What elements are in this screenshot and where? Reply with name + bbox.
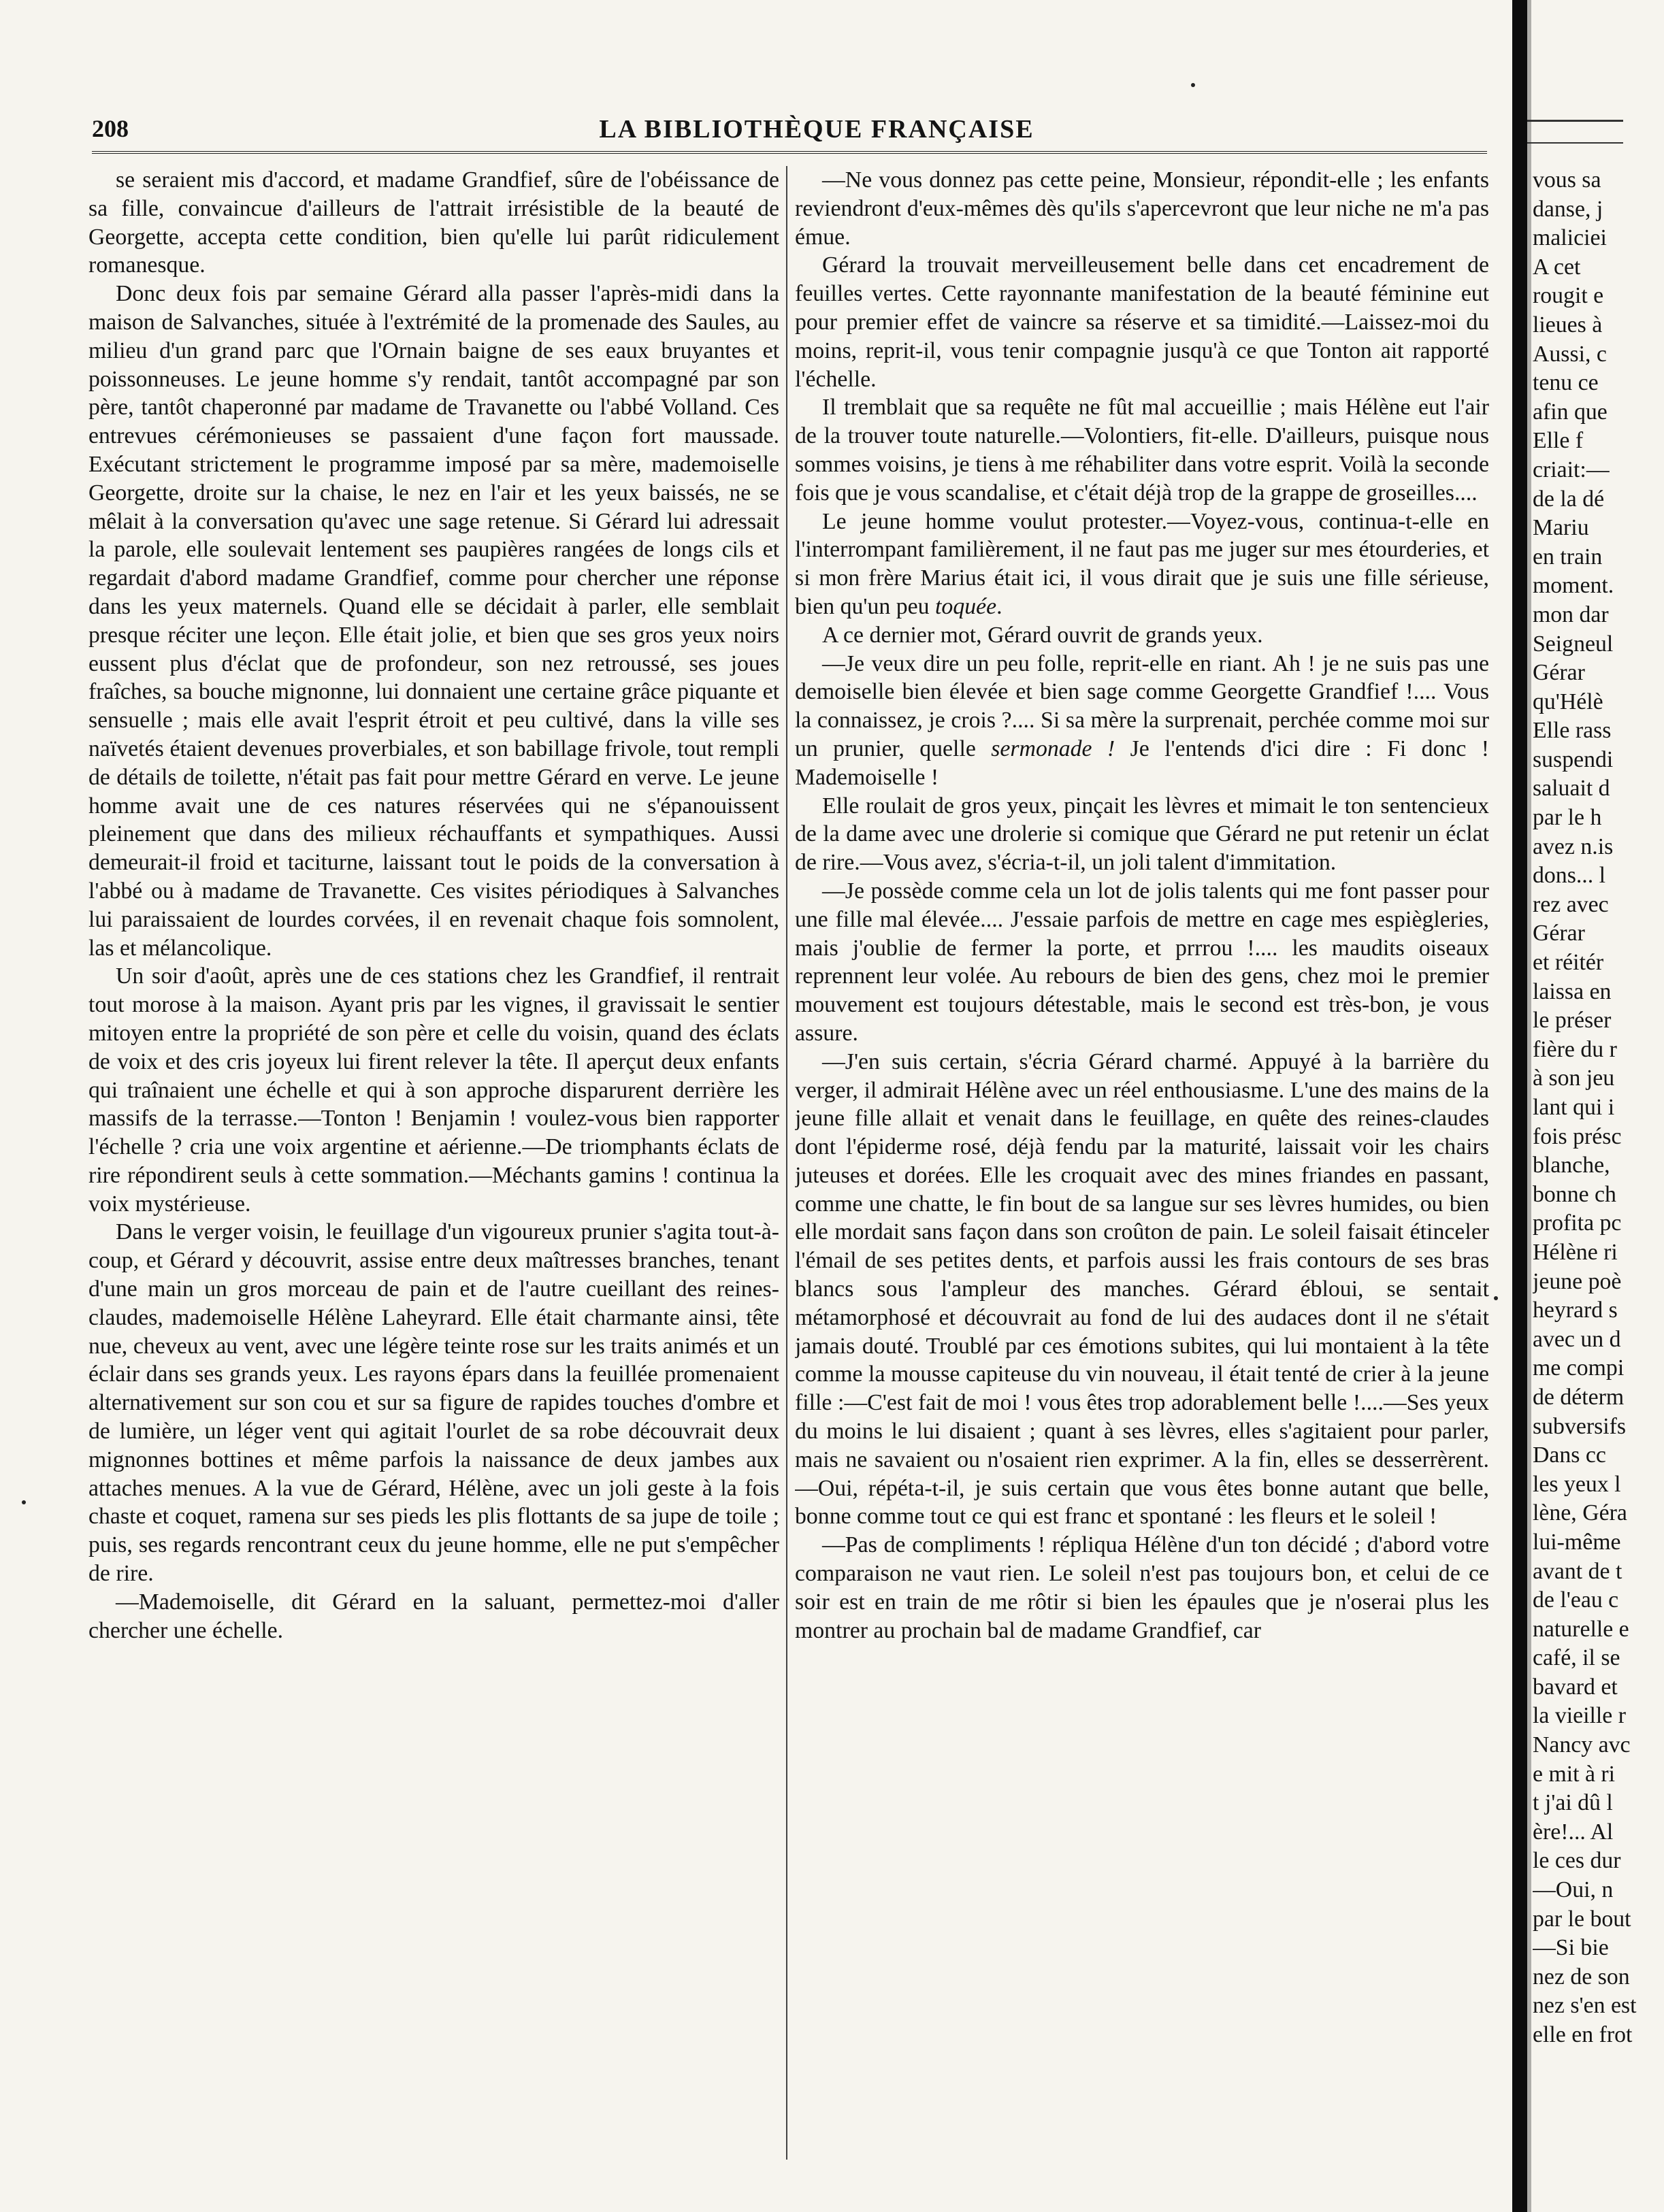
fragment-line: de la dé bbox=[1533, 486, 1605, 512]
fragment-line: les yeux l bbox=[1533, 1471, 1621, 1497]
fragment-line: e mit à ri bbox=[1533, 1761, 1616, 1787]
fragment-line: en train bbox=[1533, 544, 1603, 569]
fragment-line: afin que bbox=[1533, 399, 1608, 425]
fragment-line: me compi bbox=[1533, 1355, 1625, 1381]
text-run: se seraient mis d'accord, et madame Grandfief, sûre de l'obéissance de sa fille, convaincue d'ailleurs de l'attrait irrésistible de la beauté de Georgette, accepta cette condition, bien qu'elle lui parût ridiculement romanesque. bbox=[88, 167, 779, 278]
fragment-line: Gérar bbox=[1533, 660, 1585, 686]
fragment-line: subversifs bbox=[1533, 1413, 1627, 1439]
header-rule bbox=[92, 151, 1487, 154]
fragment-line: naturelle e bbox=[1533, 1616, 1629, 1642]
fragment-line: nez de son bbox=[1533, 1964, 1630, 1990]
paragraph bbox=[88, 962, 779, 1218]
paragraph bbox=[795, 621, 1489, 650]
text-run: —Ne vous donnez pas cette peine, Monsieur, répondit-elle ; les enfants reviendront d'eux-mêmes dès qu'ils s'apercevront que leur niche ne m'a pas émue. bbox=[795, 167, 1489, 250]
text-run: —Mademoiselle, dit Gérard en la saluant, permettez-moi d'aller chercher une échelle. bbox=[88, 1589, 779, 1643]
fragment-line: saluait d bbox=[1533, 776, 1610, 802]
paragraph bbox=[88, 1218, 779, 1587]
text-run: Gérard la trouvait merveilleusement belle dans cet encadrement de feuilles vertes. Cette rayonnante manifestation de la beauté féminine eut pour premier effet de vaincre sa réserve et sa timidité.—Laissez-moi du moins, reprit-il, vous tenir compagnie jusqu'à ce que Tonton ait rapporté l'échelle. bbox=[795, 252, 1489, 392]
fragment-line: danse, j bbox=[1533, 196, 1603, 222]
fragment-line: Elle f bbox=[1533, 428, 1584, 454]
adjacent-page-fragments bbox=[1533, 166, 1642, 2139]
paragraph bbox=[795, 792, 1489, 877]
fragment-line: t j'ai dû l bbox=[1533, 1790, 1613, 1816]
fragment-line: tenu ce bbox=[1533, 370, 1599, 396]
fragment-line: dons... l bbox=[1533, 863, 1606, 889]
text-run: Je l'entends d'ici dire : Fi donc ! Mademoiselle ! bbox=[795, 736, 1489, 790]
fragment-line: profita pc bbox=[1533, 1210, 1622, 1236]
text-run: Elle roulait de gros yeux, pinçait les lèvres et mimait le ton sentencieux de la dame avec une drolerie si comique que Gérard ne put retenir un éclat de rire.—Vous avez, s'écria-t-il, un joli talent d'immitation. bbox=[795, 793, 1489, 876]
fragment-line: —Si bie bbox=[1533, 1935, 1609, 1961]
fragment-line: Hélène ri bbox=[1533, 1239, 1618, 1265]
paragraph bbox=[795, 166, 1489, 251]
fragment-line: suspendi bbox=[1533, 746, 1614, 772]
paragraph bbox=[795, 251, 1489, 393]
fragment-line: Gérar bbox=[1533, 921, 1585, 946]
italic-text: toquée bbox=[935, 593, 997, 619]
text-run: A ce dernier mot, Gérard ouvrit de grands yeux. bbox=[822, 622, 1263, 648]
fragment-line: bonne ch bbox=[1533, 1181, 1616, 1207]
fragment-line: rez avec bbox=[1533, 891, 1609, 917]
text-run: —Je possède comme cela un lot de jolis talents qui me font passer pour une fille mal élevée.... J'essaie parfois de mettre en cage mes espiègleries, mais j'oublie de fermer la porte, et prrrou !.... les maudits oiseaux reprennent leur volée. Au rebours de bien des gens, chez moi le premier mouvement est toujours détestable, mais le second est très-bon, je vous assure. bbox=[795, 878, 1489, 1046]
fragment-line: elle en frot bbox=[1533, 2022, 1633, 2047]
fragment-line: Seigneul bbox=[1533, 631, 1614, 657]
running-title: LA BIBLIOTHÈQUE FRANÇAISE bbox=[599, 115, 1034, 144]
fragment-line: laissa en bbox=[1533, 978, 1612, 1004]
fragment-line: Elle rass bbox=[1533, 718, 1612, 744]
fragment-line: à son jeu bbox=[1533, 1066, 1615, 1091]
fragment-line: par le h bbox=[1533, 805, 1602, 831]
fragment-line: lène, Géra bbox=[1533, 1500, 1627, 1526]
fragment-line: la vieille r bbox=[1533, 1703, 1627, 1729]
text-run: Le jeune homme voulut protester.—Voyez-vous, continua-t-elle en l'interrompant familièrement, il ne faut pas me juger sur mes étourderies, et si mon frère Marius était ici, il vous dirait que je suis une fille sérieuse, bien qu'un peu bbox=[795, 508, 1489, 619]
fragment-line: Nancy avc bbox=[1533, 1732, 1631, 1758]
fragment-line: fière du r bbox=[1533, 1036, 1617, 1062]
text-column-right bbox=[795, 166, 1489, 2166]
fragment-line: café, il se bbox=[1533, 1645, 1620, 1671]
fragment-line: heyrard s bbox=[1533, 1298, 1618, 1323]
fragment-line: Mariu bbox=[1533, 515, 1589, 541]
italic-text: sermonade ! bbox=[991, 736, 1115, 761]
paragraph bbox=[795, 393, 1489, 507]
fragment-line: —Oui, n bbox=[1533, 1877, 1614, 1903]
fragment-line: maliciei bbox=[1533, 225, 1607, 251]
fragment-line: ère!... Al bbox=[1533, 1819, 1614, 1845]
fragment-line: et réitér bbox=[1533, 950, 1604, 976]
fragment-line: de l'eau c bbox=[1533, 1587, 1619, 1613]
fragment-line: lieues à bbox=[1533, 312, 1603, 337]
text-run: Un soir d'août, après une de ces stations chez les Grandfief, il rentrait tout morose à la maison. Ayant pris par les vignes, il gravissait le sentier mitoyen entre la propriété de son père et celle du voisin, quand des éclats de voix et des cris joyeux lui firent relever la tête. Il aperçut deux enfants qui traînaient une échelle et qui à son approche disparurent derrière les massifs de la terrasse.—Tonton ! Benjamin ! voulez-vous bien rapporter l'échelle ? cria une voix argentine et aérienne.—De triomphants éclats de rire répondirent seuls à cette sommation.—Méchants gamins ! continua la voix mystérieuse. bbox=[88, 963, 779, 1217]
paragraph bbox=[88, 1588, 779, 1645]
fragment-line: criait:— bbox=[1533, 457, 1610, 482]
fragment-line: Aussi, c bbox=[1533, 341, 1607, 367]
fragment-line: fois présc bbox=[1533, 1123, 1622, 1149]
text-run: Donc deux fois par semaine Gérard alla passer l'après-midi dans la maison de Salvanches, située à l'extrémité de la promenade des Saules, au milieu d'un grand parc que l'Ornain baigne de ses eaux bruyantes et poissonneuses. Le jeune homme s'y rendait, tantôt accompagné par son père, tantôt chaperonné par madame de Travanette ou l'abbé Volland. Ces entrevues cérémonieuses se passaient d'une façon fort maussade. Exécutant strictement le programme imposé par sa mère, mademoiselle Georgette, droite sur la chaise, le nez en l'air et les yeux baissés, ne se mêlait à la conversation qu'avec une sage retenue. Si Gérard lui adressait la parole, elle soulevait lentement ses paupières rangées de longs cils et regardait d'abord madame Grandfief, comme pour chercher une réponse dans les yeux maternels. Quand elle se décidait à parler, elle semblait presque réciter une leçon. Elle était jolie, et bien que ses gros yeux noirs eussent plus d'éclat que de profondeur, son nez retroussé, ses joues fraîches, sa bouche mignonne, lui donnaient une certaine grâce piquante et sensuelle ; mais elle avait l'esprit étroit et peu cultivé, dans la ville ses naïvetés étaient devenues proverbiales, et son babillage frivole, tout rempli de détails de toilette, n'était pas fait pour mettre Gérard en verve. Le jeune homme avait une de ces natures réservées qui ne s'épanouissent pleinement que dans des milieux réchauffants et sympathiques. Aussi demeurait-il froid et taciturne, laissant tout le poids de la conversation à l'abbé ou à madame de Travanette. Ces visites périodiques à Salvanches lui paraissaient de lourdes corvées, il en revenait chaque fois somnolent, las et mélancolique. bbox=[88, 281, 779, 961]
fragment-line: rougit e bbox=[1533, 283, 1604, 309]
fragment-line: moment. bbox=[1533, 573, 1614, 599]
text-run: —Pas de compliments ! répliqua Hélène d'un ton décidé ; d'abord votre comparaison ne vaut rien. Le soleil n'est pas toujours bon, et celui de ce soir est en train de me rôtir si bien les épaules que je n'oserai plus les montrer au prochain bal de madame Grandfief, car bbox=[795, 1532, 1489, 1643]
column-divider bbox=[786, 166, 787, 2160]
fragment-line: avant de t bbox=[1533, 1558, 1622, 1584]
paragraph bbox=[795, 1048, 1489, 1532]
print-speck bbox=[1191, 83, 1195, 87]
text-run: Dans le verger voisin, le feuillage d'un vigoureux prunier s'agita tout-à-coup, et Gérard y découvrit, assise entre deux maîtresses branches, tenant d'une main un gros morceau de pain et de l'autre cueillant des reines-claudes, mademoiselle Hélène Laheyrard. Elle était charmante ainsi, tête nue, cheveux au vent, avec une légère teinte rose sur les traits animés et un éclair dans ses grands yeux. Les rayons épars dans la feuillée promenaient alternativement sur son cou et sur sa figure de rapides touches d'ombre et de lumière, un léger vent qui agitait l'ourlet de sa robe découvrait deux mignonnes bottines et même parfois la naissance de deux jambes aux attaches menues. A la vue de Gérard, Hélène, avec un joli geste à la fois chaste et coquet, ramena sur ses pieds les plis flottants de sa jupe de toile ; puis, ses regards rencontrant ceux du jeune homme, elle ne put s'empêcher de rire. bbox=[88, 1219, 779, 1587]
fragment-line: avez n.is bbox=[1533, 833, 1614, 859]
page-edge-bar bbox=[1512, 0, 1527, 2212]
fragment-line: Dans cc bbox=[1533, 1442, 1606, 1468]
fragment-line: nez s'en est bbox=[1533, 1993, 1637, 2019]
print-speck bbox=[22, 1500, 26, 1504]
fragment-line: lui-même bbox=[1533, 1529, 1621, 1555]
text-run: —Je veux dire un peu folle, reprit-elle en riant. Ah ! je ne suis pas une demoiselle bien élevée et bien sage comme Georgette Grandfief !.... Vous la connaissez, je crois ?.... Si sa mère la surprenait, perchée comme moi sur un prunier, quelle bbox=[795, 650, 1489, 761]
text-column-left bbox=[88, 166, 779, 2166]
print-speck bbox=[1494, 1296, 1498, 1300]
fragment-line: A cet bbox=[1533, 254, 1581, 280]
paragraph bbox=[795, 508, 1489, 621]
page-spine-shadow bbox=[1527, 0, 1531, 2212]
fragment-line: lant qui i bbox=[1533, 1095, 1615, 1120]
fragment-line: jeune poè bbox=[1533, 1268, 1622, 1294]
fragment-line: le préser bbox=[1533, 1008, 1612, 1034]
fragment-line: mon dar bbox=[1533, 601, 1609, 627]
text-run: —J'en suis certain, s'écria Gérard charmé. Appuyé à la barrière du verger, il admirait Hélène avec un réel enthousiasme. L'une des mains de la jeune fille allait et venait dans le feuillage, en quête des reines-claudes dont l'épiderme rosé, déjà fendu par la maturité, laissait voir les chairs juteuses et dorées. Elle les croquait avec des mines friandes en passant, comme une chatte, le fin bout de sa langue sur ses lèvres humides, ou bien elle mordait sans façon dans son croûton de pain. Le soleil faisait étinceler l'émail de ses petites dents, et parfois aussi les frais contours de ses bras blancs sous l'ampleur des manches. Gérard ébloui, se sentait métamorphosé et découvrait au fond de lui des audaces dont il ne s'était jamais douté. Troublé par ces émotions subites, qui lui montaient à la tête comme la mousse capiteuse du vin nouveau, il était tenté de crier à la jeune fille :—C'est fait de moi ! vous êtes trop adorablement belle !....—Ses yeux du moins le lui disaient ; quant à ses lèvres, elles s'agitaient pour parler, mais ne savaient ou n'osaient rien exprimer. A la fin, elles se desserrèrent.—Oui, répéta-t-il, je suis certain que vous êtes bonne autant que belle, bonne comme tout ce qui est franc et spontané : les fleurs et le soleil ! bbox=[795, 1049, 1489, 1530]
paragraph bbox=[795, 1531, 1489, 1645]
fragment-line: le ces dur bbox=[1533, 1848, 1621, 1874]
fragment-line: bavard et bbox=[1533, 1674, 1618, 1700]
paragraph bbox=[88, 280, 779, 962]
text-run: . bbox=[996, 593, 1002, 619]
paragraph bbox=[795, 650, 1489, 792]
fragment-line: par le bout bbox=[1533, 1906, 1631, 1932]
paragraph bbox=[795, 877, 1489, 1048]
fragment-line: vous sa bbox=[1533, 167, 1601, 193]
fragment-line: qu'Hélè bbox=[1533, 689, 1603, 714]
paragraph bbox=[88, 166, 779, 280]
fragment-line: avec un d bbox=[1533, 1326, 1621, 1352]
page-number: 208 bbox=[92, 115, 129, 142]
text-run: Il tremblait que sa requête ne fût mal accueillie ; mais Hélène eut l'air de la trouver toute naturelle.—Volontiers, fit-elle. D'ailleurs, puisque nous sommes voisins, je tiens à me réhabiliter dans votre esprit. Voilà la seconde fois que je vous scandalise, et c'était déjà trop de la grappe de groseilles.... bbox=[795, 395, 1489, 506]
fragment-line: de déterm bbox=[1533, 1384, 1625, 1410]
fragment-line: blanche, bbox=[1533, 1153, 1610, 1178]
